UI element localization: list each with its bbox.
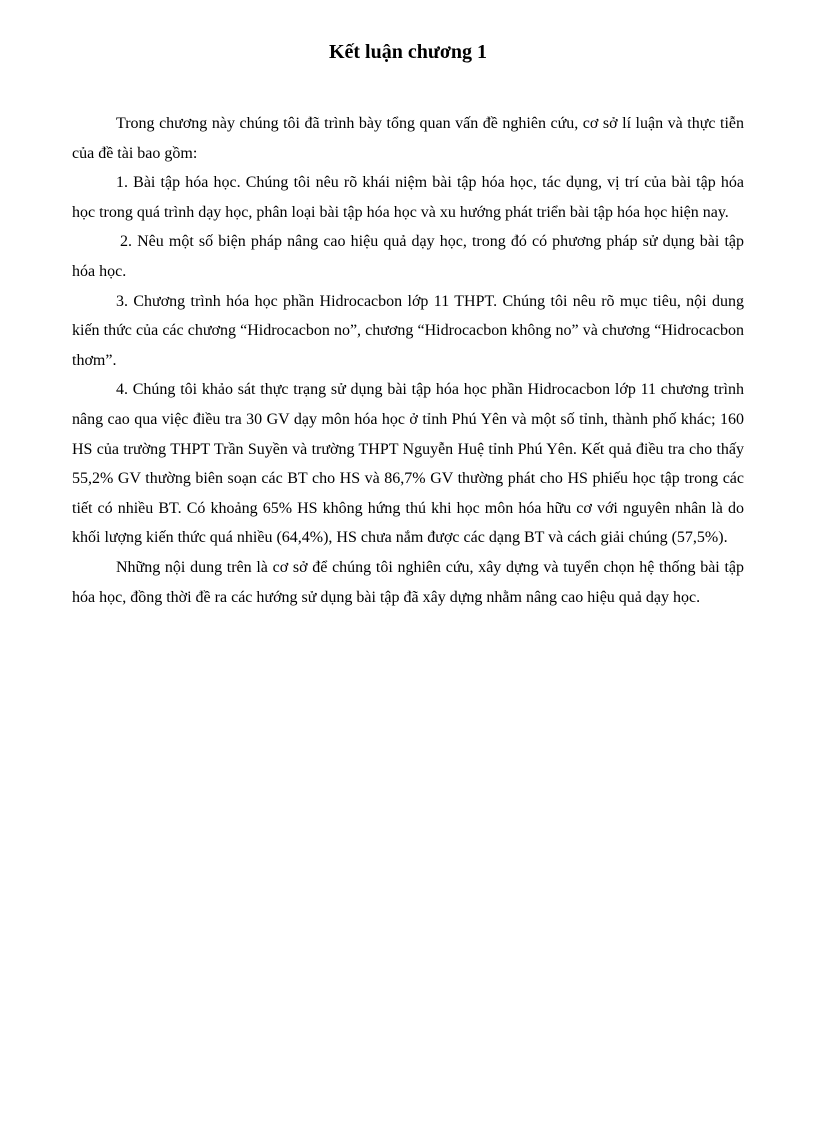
- page-title: Kết luận chương 1: [328, 41, 488, 63]
- paragraph-conclusion: Những nội dung trên là cơ sở để chúng tôi nghiên cứu, xây dựng và tuyển chọn hệ thống bài tập hóa học, đồng thời đề ra các hướng sử dụng bài tập đã xây dựng nhằm nâng cao hiệu quả dạy học.: [72, 558, 744, 606]
- paragraph-item-4: 4. Chúng tôi khảo sát thực trạng sử dụng bài tập hóa học phần Hidrocacbon lớp 11 chương trình nâng cao qua việc điều tra 30 GV dạy môn hóa học ở tỉnh Phú Yên và một số tỉnh, thành phố khác; 160 HS của trường THPT Trần Suyền và trường THPT Nguyễn Huệ tỉnh Phú Yên. Kết quả điều tra cho thấy 55,2% GV thường biên soạn các BT cho HS và 86,7% GV thường phát cho HS phiếu học tập trong các tiết có nhiều BT. Có khoảng 65% HS không hứng thú khi học môn hóa hữu cơ với nguyên nhân là do khối lượng kiến thức quá nhiều (64,4%), HS chưa nắm được các dạng BT và cách giải chúng (57,5%).: [72, 381, 744, 547]
- paragraph-intro: Trong chương này chúng tôi đã trình bày tổng quan vấn đề nghiên cứu, cơ sở lí luận và thực tiễn của đề tài bao gồm:: [72, 115, 744, 162]
- paragraph-item-2: 2. Nêu một số biện pháp nâng cao hiệu quả dạy học, trong đó có phương pháp sử dụng bài tập hóa học.: [72, 233, 744, 280]
- paragraph-item-3: 3. Chương trình hóa học phần Hidrocacbon lớp 11 THPT. Chúng tôi nêu rõ mục tiêu, nội dung kiến thức của các chương “Hidrocacbon no”, chương “Hidrocacbon không no” và chương “Hidrocacbon thơm”.: [72, 292, 744, 369]
- paragraph-item-1: 1. Bài tập hóa học. Chúng tôi nêu rõ khái niệm bài tập hóa học, tác dụng, vị trí của bài tập hóa học trong quá trình dạy học, phân loại bài tập hóa học và xu hướng phát triển bài tập hóa học hiện nay.: [72, 174, 744, 221]
- document-body: [72, 109, 744, 612]
